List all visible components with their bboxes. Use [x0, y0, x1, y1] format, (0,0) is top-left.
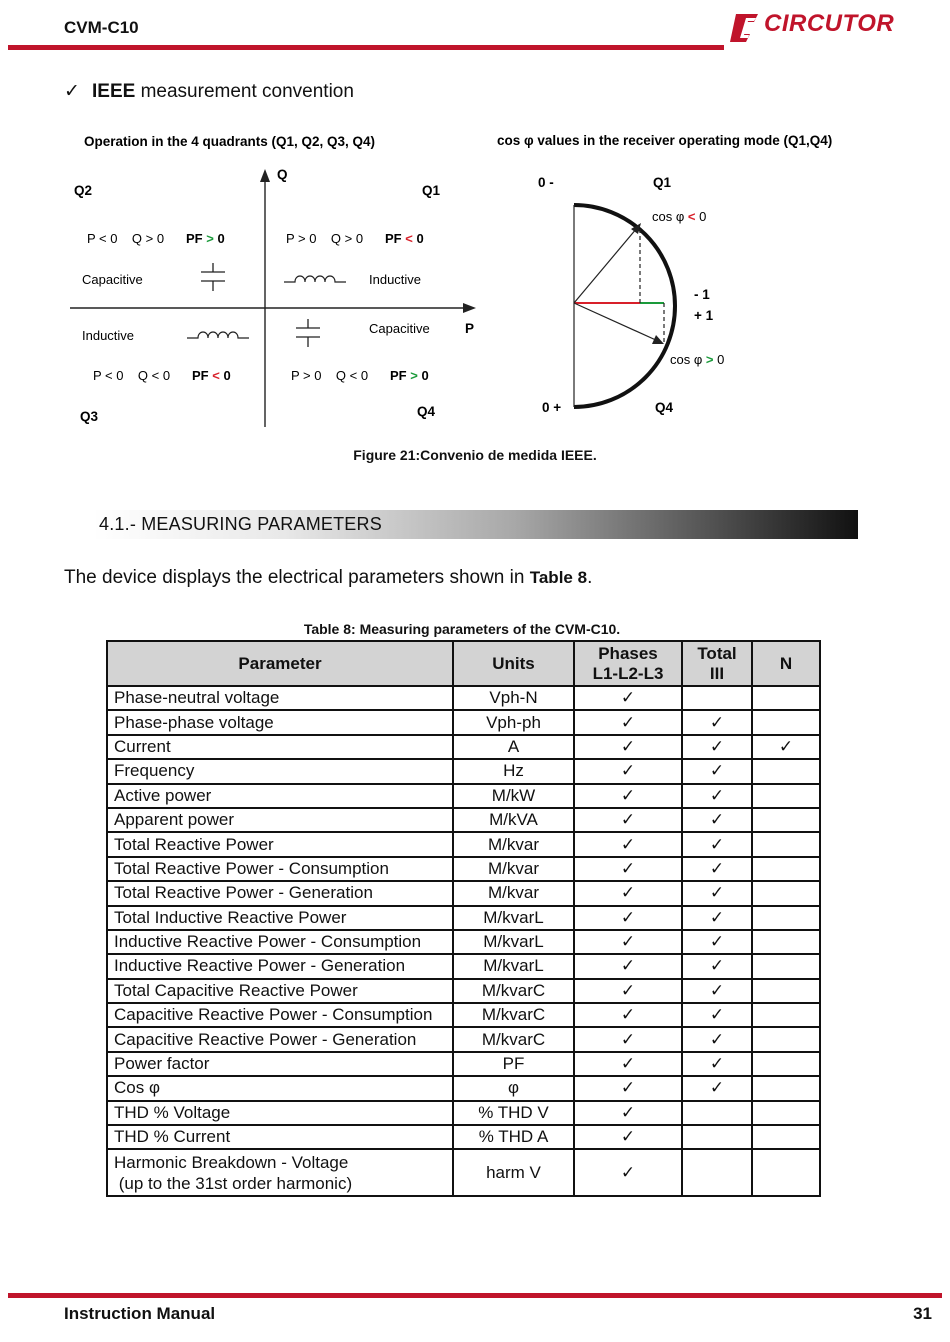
total-check-cell	[682, 1101, 752, 1125]
table-row	[107, 759, 820, 783]
neutral-check-cell	[752, 1076, 820, 1100]
quadrant-q1-label: Q1	[422, 183, 441, 198]
units-cell: % THD A	[453, 1125, 574, 1149]
convention-bullet	[64, 80, 354, 103]
neutral-check-cell	[752, 1027, 820, 1051]
neutral-check-cell	[752, 954, 820, 978]
total-check-cell: ✓	[682, 735, 752, 759]
units-cell: harm V	[453, 1149, 574, 1196]
parameter-cell: Phase-neutral voltage	[107, 686, 453, 710]
phases-check-cell: ✓	[574, 954, 682, 978]
phases-check-cell: ✓	[574, 1027, 682, 1051]
total-check-cell: ✓	[682, 930, 752, 954]
table-row	[107, 1003, 820, 1027]
parameter-cell: Total Reactive Power - Generation	[107, 881, 453, 905]
parameter-cell: THD % Current	[107, 1125, 453, 1149]
parameter-cell: Total Capacitive Reactive Power	[107, 979, 453, 1003]
cos-phi-negative-label	[652, 209, 706, 224]
measuring-parameters-table	[106, 640, 821, 1197]
footer-rule	[8, 1293, 942, 1298]
p-axis-arrow-icon	[463, 303, 476, 313]
q1-pf-value: 0	[416, 231, 424, 246]
cos-phi-positive-sign: >	[705, 352, 714, 367]
parameter-cell: Cos φ	[107, 1076, 453, 1100]
table-row	[107, 906, 820, 930]
phases-check-cell: ✓	[574, 832, 682, 856]
header-phases-line2: L1-L2-L3	[592, 663, 664, 683]
convention-text: measurement convention	[135, 81, 354, 102]
total-check-cell: ✓	[682, 759, 752, 783]
total-check-cell: ✓	[682, 808, 752, 832]
header-phases-line1: Phases	[598, 643, 658, 663]
parameter-cell: Active power	[107, 784, 453, 808]
q4-power-factor	[390, 368, 429, 383]
phases-check-cell: ✓	[574, 808, 682, 832]
parameter-cell: Inductive Reactive Power - Consumption	[107, 930, 453, 954]
table-body	[107, 686, 820, 1196]
table-row	[107, 1076, 820, 1100]
q2-condition: P < 0 Q > 0	[87, 231, 165, 246]
parameter-cell: Total Reactive Power	[107, 832, 453, 856]
quadrant-q3-label: Q3	[80, 409, 99, 424]
units-cell: Hz	[453, 759, 574, 783]
q4-pf-label: PF	[390, 368, 407, 383]
parameter-line2: (up to the 31st order harmonic)	[114, 1173, 353, 1193]
header-total-line1: Total	[697, 643, 737, 663]
section-heading: 4.1.- MEASURING PARAMETERS	[99, 514, 382, 534]
q4-condition: P > 0 Q < 0	[291, 368, 369, 383]
total-check-cell: ✓	[682, 857, 752, 881]
intro-paragraph	[64, 567, 592, 589]
zero-minus-label: 0 -	[538, 175, 554, 190]
units-cell: M/kvarL	[453, 954, 574, 978]
total-check-cell: ✓	[682, 1003, 752, 1027]
neutral-check-cell	[752, 906, 820, 930]
neutral-check-cell	[752, 832, 820, 856]
document-model-title: CVM-C10	[64, 18, 139, 37]
neutral-check-cell	[752, 759, 820, 783]
table-row	[107, 686, 820, 710]
ieee-quadrant-diagram	[60, 125, 880, 440]
checkmark-icon: ✓	[64, 81, 80, 102]
footer-document-name: Instruction Manual	[64, 1304, 216, 1323]
quadrant-q2-label: Q2	[74, 183, 93, 198]
neutral-check-cell	[752, 881, 820, 905]
page-number: 31	[913, 1304, 932, 1323]
table-row	[107, 710, 820, 734]
total-check-cell: ✓	[682, 979, 752, 1003]
q3-condition: P < 0 Q < 0	[93, 368, 171, 383]
phases-check-cell: ✓	[574, 906, 682, 930]
header-phases	[574, 641, 682, 686]
phases-check-cell: ✓	[574, 1052, 682, 1076]
header-rule	[8, 45, 724, 50]
table-row	[107, 954, 820, 978]
axis-p-label: P	[465, 321, 475, 336]
header-parameter: Parameter	[107, 641, 453, 686]
total-check-cell	[682, 1149, 752, 1196]
capacitor-icon	[201, 263, 225, 291]
neutral-check-cell: ✓	[752, 735, 820, 759]
neutral-check-cell	[752, 686, 820, 710]
q2-pf-sign: >	[206, 231, 214, 246]
total-check-cell: ✓	[682, 881, 752, 905]
q2-pf-value: 0	[217, 231, 225, 246]
table-row	[107, 735, 820, 759]
table-row	[107, 808, 820, 832]
table-row	[107, 1052, 820, 1076]
right-q4-label: Q4	[655, 400, 674, 415]
phases-check-cell: ✓	[574, 686, 682, 710]
neutral-check-cell	[752, 1101, 820, 1125]
neutral-check-cell	[752, 1052, 820, 1076]
parameter-cell: Phase-phase voltage	[107, 710, 453, 734]
q1-condition: P > 0 Q > 0	[286, 231, 364, 246]
right-q1-label: Q1	[653, 175, 672, 190]
total-check-cell: ✓	[682, 1052, 752, 1076]
neutral-check-cell	[752, 979, 820, 1003]
table-caption: Table 8: Measuring parameters of the CVM-C10.	[303, 621, 621, 637]
total-check-cell: ✓	[682, 954, 752, 978]
parameter-cell: Total Reactive Power - Consumption	[107, 857, 453, 881]
q1-power-factor	[385, 231, 424, 246]
cos-phi-positive-label	[670, 352, 724, 367]
q-axis-arrow-icon	[260, 169, 270, 182]
units-cell: M/kvarL	[453, 906, 574, 930]
intro-end: .	[587, 567, 593, 588]
units-cell: M/kvarC	[453, 1003, 574, 1027]
table-row	[107, 1125, 820, 1149]
inductor-icon	[284, 276, 346, 282]
q3-pf-sign: <	[212, 368, 220, 383]
q4-pf-value: 0	[421, 368, 429, 383]
q2-load-type: Capacitive	[82, 272, 143, 287]
q2-power-factor	[186, 231, 225, 246]
parameter-cell: THD % Voltage	[107, 1101, 453, 1125]
axis-q-label: Q	[277, 167, 288, 182]
q3-pf-label: PF	[192, 368, 209, 383]
parameter-cell: Power factor	[107, 1052, 453, 1076]
units-cell: M/kvarC	[453, 1027, 574, 1051]
units-cell: PF	[453, 1052, 574, 1076]
table-row	[107, 930, 820, 954]
left-diagram-title: Operation in the 4 quadrants (Q1, Q2, Q3, Q4)	[84, 134, 376, 149]
q2-pf-label: PF	[186, 231, 203, 246]
total-check-cell: ✓	[682, 1027, 752, 1051]
units-cell: M/kvarC	[453, 979, 574, 1003]
total-check-cell	[682, 686, 752, 710]
neutral-check-cell	[752, 930, 820, 954]
units-cell: M/kvar	[453, 857, 574, 881]
phases-check-cell: ✓	[574, 979, 682, 1003]
neutral-check-cell	[752, 857, 820, 881]
table-row	[107, 881, 820, 905]
vector-q1	[574, 228, 637, 303]
q1-pf-label: PF	[385, 231, 402, 246]
parameter-cell: Current	[107, 735, 453, 759]
neutral-check-cell	[752, 808, 820, 832]
units-cell: M/kW	[453, 784, 574, 808]
cos-phi-positive-prefix: cos φ	[670, 352, 706, 367]
total-check-cell: ✓	[682, 710, 752, 734]
phases-check-cell: ✓	[574, 1101, 682, 1125]
units-cell: % THD V	[453, 1101, 574, 1125]
neutral-check-cell	[752, 1125, 820, 1149]
phases-check-cell: ✓	[574, 759, 682, 783]
units-cell: M/kvarL	[453, 930, 574, 954]
q3-power-factor	[192, 368, 231, 383]
intro-text: The device displays the electrical parameters shown in	[64, 567, 530, 588]
units-cell: φ	[453, 1076, 574, 1100]
units-cell: Vph-N	[453, 686, 574, 710]
phases-check-cell: ✓	[574, 710, 682, 734]
table-row	[107, 1149, 820, 1196]
phases-check-cell: ✓	[574, 1076, 682, 1100]
table-header-row	[107, 641, 820, 686]
total-check-cell	[682, 1125, 752, 1149]
right-diagram-title: cos φ values in the receiver operating mode (Q1,Q4)	[497, 133, 833, 148]
units-cell: M/kvar	[453, 881, 574, 905]
parameter-cell: Inductive Reactive Power - Generation	[107, 954, 453, 978]
phases-check-cell: ✓	[574, 1125, 682, 1149]
vector-q4	[574, 303, 658, 341]
table-row	[107, 1101, 820, 1125]
table-reference-link[interactable]: Table 8	[529, 568, 588, 587]
table-row	[107, 1027, 820, 1051]
cos-phi-negative-value: 0	[695, 209, 707, 224]
header-neutral: N	[752, 641, 820, 686]
phases-check-cell: ✓	[574, 930, 682, 954]
parameter-line1: Harmonic Breakdown - Voltage	[114, 1152, 349, 1172]
capacitor-icon	[296, 319, 320, 347]
inductor-icon	[187, 332, 249, 338]
table-row	[107, 784, 820, 808]
phases-check-cell: ✓	[574, 784, 682, 808]
phases-check-cell: ✓	[574, 1149, 682, 1196]
phases-check-cell: ✓	[574, 1003, 682, 1027]
minus-one-label: - 1	[694, 287, 710, 302]
q4-pf-sign: >	[410, 368, 418, 383]
table-row	[107, 832, 820, 856]
cos-phi-positive-value: 0	[713, 352, 725, 367]
parameter-cell: Capacitive Reactive Power - Generation	[107, 1027, 453, 1051]
total-check-cell: ✓	[682, 832, 752, 856]
parameter-cell	[107, 1149, 453, 1196]
parameter-cell: Capacitive Reactive Power - Consumption	[107, 1003, 453, 1027]
header-total	[682, 641, 752, 686]
neutral-check-cell	[752, 1149, 820, 1196]
neutral-check-cell	[752, 1003, 820, 1027]
parameter-cell: Apparent power	[107, 808, 453, 832]
total-check-cell: ✓	[682, 784, 752, 808]
neutral-check-cell	[752, 710, 820, 734]
phases-check-cell: ✓	[574, 735, 682, 759]
parameter-cell: Frequency	[107, 759, 453, 783]
table-row	[107, 857, 820, 881]
logo-wordmark: CIRCUTOR	[764, 10, 895, 37]
cos-phi-negative-prefix: cos φ	[652, 209, 688, 224]
neutral-check-cell	[752, 784, 820, 808]
phases-check-cell: ✓	[574, 881, 682, 905]
phases-check-cell: ✓	[574, 857, 682, 881]
header-total-line2: III	[709, 663, 725, 683]
table-row	[107, 979, 820, 1003]
units-cell: A	[453, 735, 574, 759]
q1-pf-sign: <	[405, 231, 413, 246]
figure-caption: Figure 21:Convenio de medida IEEE.	[353, 447, 597, 463]
total-check-cell: ✓	[682, 906, 752, 930]
cos-phi-negative-sign: <	[687, 209, 696, 224]
header-units: Units	[453, 641, 574, 686]
q1-load-type: Inductive	[369, 272, 422, 287]
zero-plus-label: 0 +	[542, 400, 562, 415]
units-cell: M/kVA	[453, 808, 574, 832]
units-cell: M/kvar	[453, 832, 574, 856]
quadrant-q4-label: Q4	[417, 404, 436, 419]
units-cell: Vph-ph	[453, 710, 574, 734]
total-check-cell: ✓	[682, 1076, 752, 1100]
power-factor-arc	[574, 205, 675, 407]
q4-load-type: Capacitive	[369, 321, 430, 336]
parameter-cell: Total Inductive Reactive Power	[107, 906, 453, 930]
q3-load-type: Inductive	[82, 328, 135, 343]
q3-pf-value: 0	[223, 368, 231, 383]
convention-bold: IEEE	[92, 81, 136, 102]
plus-one-label: + 1	[694, 308, 714, 323]
